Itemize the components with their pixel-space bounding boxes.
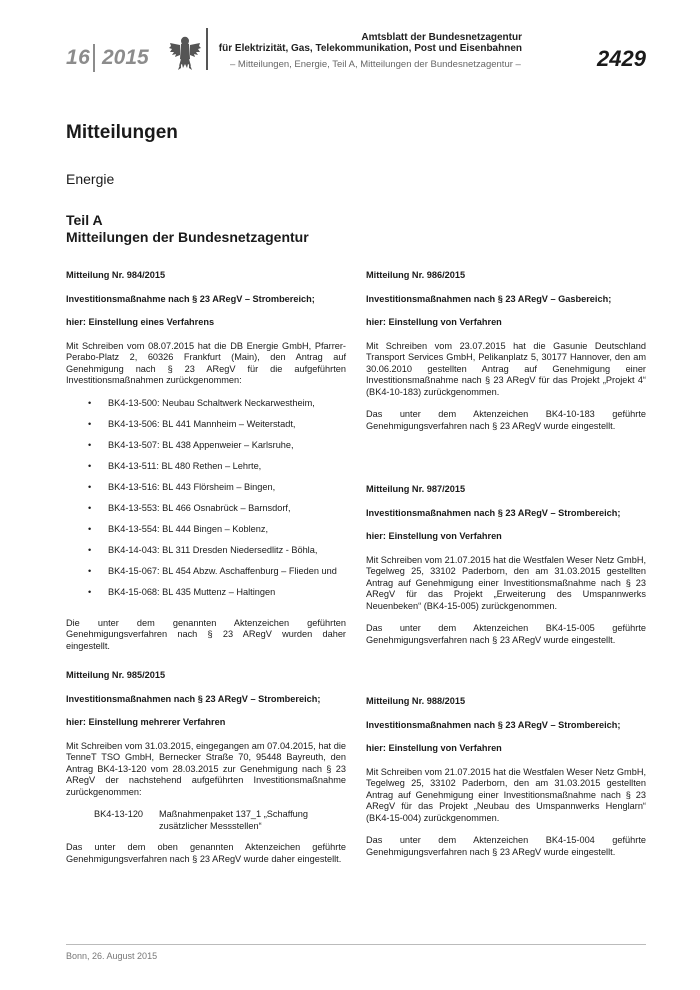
list-item — [66, 482, 346, 503]
issue-divider — [93, 44, 95, 72]
publisher-line-1: Amtsblatt der Bundesnetzagentur — [361, 32, 522, 43]
issue-number: 16 — [66, 46, 91, 69]
bullet: • — [88, 481, 92, 492]
notice-985 — [66, 670, 346, 876]
bullet: • — [88, 418, 92, 429]
notice-outro: Die unter dem genannten Aktenzeichen geführten Genehmigungsverfahren nach § 23 ARegV wurden daher eingestellt. — [66, 617, 346, 651]
list-item — [66, 398, 346, 419]
list-item-text: BK4-13-507: BL 438 Appenweier – Karlsruhe, — [108, 439, 294, 450]
notice-subject: Investitionsmaßnahmen nach § 23 ARegV – Strombereich; — [366, 507, 621, 518]
list-item — [66, 461, 346, 482]
notice-action: hier: Einstellung von Verfahren — [366, 317, 502, 327]
project-list — [66, 398, 346, 608]
list-item-text: BK4-13-500: Neubau Schaltwerk Neckarwestheim, — [108, 397, 315, 408]
notice-action: hier: Einstellung eines Verfahrens — [66, 317, 215, 327]
notice-number: Mitteilung Nr. 985/2015 — [66, 670, 166, 680]
list-item — [66, 524, 346, 545]
list-item — [66, 587, 346, 608]
notice-outro: Das unter dem Aktenzeichen BK4-10-183 geführte Genehmigungsverfahren nach § 23 ARegV wurde eingestellt. — [366, 409, 646, 431]
bullet: • — [88, 397, 92, 408]
list-item — [66, 503, 346, 524]
list-item-text: BK4-13-554: BL 444 Bingen – Koblenz, — [108, 523, 269, 534]
part-title: Teil A — [66, 212, 103, 228]
notice-outro: Das unter dem oben genannten Aktenzeichen geführte Genehmigungsverfahren nach § 23 ARegV wurde daher eingestellt. — [66, 842, 346, 864]
bullet: • — [88, 523, 92, 534]
notice-subject: Investitionsmaßnahmen nach § 23 ARegV – Gasbereich; — [366, 293, 612, 304]
list-item-text: BK4-13-506: BL 441 Mannheim – Weiterstadt, — [108, 418, 296, 429]
notice-intro: Mit Schreiben vom 31.03.2015, eingegangen am 07.04.2015, hat die TenneT TSO GmbH, Bernecker Straße 70, 95448 Bayreuth, den Antrag BK4-13-120 vom 28.03.2015 zur Genehmigung nach § 23 ARegV der nachstehend aufgeführten Investitionsmaßnahme zurückgenommen: — [66, 740, 346, 797]
page-number: 2429 — [597, 46, 646, 71]
notice-number: Mitteilung Nr. 987/2015 — [366, 484, 466, 494]
bullet: • — [88, 502, 92, 513]
section-line: – Mitteilungen, Energie, Teil A, Mitteilungen der Bundesnetzagentur – — [230, 59, 521, 70]
notice-text: Mit Schreiben vom 21.07.2015 hat die Westfalen Weser Netz GmbH, Tegelweg 25, 33102 Paderborn, den am 31.03.2015 gestellten Antrag auf Genehmigung einer Investitionsmaßnahme nach § 23 ARegV für das Projekt „Neubau des Umspannwerks Henglarn“ (BK4-15-004) zurückgenommen. — [366, 766, 647, 823]
issue-year: 2015 — [102, 46, 149, 69]
notice-intro: Mit Schreiben vom 08.07.2015 hat die DB Energie GmbH, Pfarrer-Perabo-Platz 2, 60326 Frankfurt (Main), den Antrag auf Genehmigung nach § 23 ARegV für die aufgeführten Investitionsmaßnahmen zurückgenommen: — [66, 340, 346, 385]
footer-date: Bonn, 26. August 2015 — [66, 951, 158, 961]
federal-eagle-icon — [168, 32, 202, 72]
list-item — [66, 440, 346, 461]
bullet: • — [88, 565, 92, 576]
measure-code: BK4-13-120 — [94, 809, 144, 819]
bullet: • — [88, 544, 92, 555]
measure-description: Maßnahmenpaket 137_1 „Schaffung zusätzlicher Messstellen“ — [159, 809, 308, 831]
publisher-line-2: für Elektrizität, Gas, Telekommunikation, Post und Eisenbahnen — [218, 43, 522, 54]
list-item — [66, 545, 346, 566]
notice-action: hier: Einstellung mehrerer Verfahren — [66, 717, 226, 727]
notice-number: Mitteilung Nr. 988/2015 — [366, 696, 466, 706]
list-item-text: BK4-13-511: BL 480 Rethen – Lehrte, — [108, 460, 262, 471]
list-item-text: BK4-14-043: BL 311 Dresden Niedersedlitz - Böhla, — [108, 544, 318, 555]
notice-text: Mit Schreiben vom 23.07.2015 hat die Gasunie Deutschland Transport Services GmbH, Pelikanplatz 5, 30177 Hannover, den am 30.06.2010 gestellten Antrag auf Genehmigung einer Investitionsmaßnahme nach § 23 ARegV für das Projekt „Projekt 4“ (BK4-10-183) zurückgenommen. — [366, 340, 646, 397]
list-item-text: BK4-13-516: BL 443 Flörsheim – Bingen, — [108, 481, 276, 492]
notice-text: Mit Schreiben vom 21.07.2015 hat die Westfalen Weser Netz GmbH, Tegelweg 25, 33102 Paderborn, den am 31.03.2015 gestellten Antrag auf Genehmigung einer Investitionsmaßnahme nach § 23 ARegV für das Projekt „Erweiterung des Umspannwerks Neuenbeken“ (BK4-15-005) zurückgenommen. — [366, 554, 647, 611]
notice-action: hier: Einstellung von Verfahren — [366, 743, 502, 753]
notice-outro: Das unter dem Aktenzeichen BK4-15-005 geführte Genehmigungsverfahren nach § 23 ARegV wurde eingestellt. — [366, 623, 646, 645]
list-item — [66, 419, 346, 440]
notice-action: hier: Einstellung von Verfahren — [366, 531, 502, 541]
notice-986 — [366, 270, 646, 443]
list-item-text: BK4-13-553: BL 466 Osnabrück – Barnsdorf, — [108, 502, 291, 513]
header-divider — [206, 28, 208, 70]
page-subtitle: Energie — [66, 171, 115, 187]
notice-subject: Investitionsmaßnahmen nach § 23 ARegV – Strombereich; — [366, 719, 621, 730]
notice-number: Mitteilung Nr. 984/2015 — [66, 270, 166, 280]
notice-subject: Investitionsmaßnahme nach § 23 ARegV – Strombereich; — [66, 293, 315, 304]
list-item — [66, 566, 346, 587]
notice-984 — [66, 270, 346, 663]
notice-subject: Investitionsmaßnahmen nach § 23 ARegV – Strombereich; — [66, 693, 321, 704]
notice-987 — [366, 484, 646, 657]
page-title: Mitteilungen — [66, 122, 178, 143]
list-item-text: BK4-15-068: BL 435 Muttenz – Haltingen — [108, 586, 276, 597]
notice-number: Mitteilung Nr. 986/2015 — [366, 270, 466, 280]
notice-outro: Das unter dem Aktenzeichen BK4-15-004 geführte Genehmigungsverfahren nach § 23 ARegV wurde eingestellt. — [366, 835, 646, 857]
bullet: • — [88, 586, 92, 597]
bullet: • — [88, 439, 92, 450]
part-subtitle: Mitteilungen der Bundesnetzagentur — [66, 229, 309, 245]
measure-row — [66, 809, 346, 832]
notice-988 — [366, 696, 646, 869]
list-item-text: BK4-15-067: BL 454 Abzw. Aschaffenburg – Flieden und — [108, 565, 337, 576]
bullet: • — [88, 460, 92, 471]
footer-divider — [66, 944, 646, 945]
